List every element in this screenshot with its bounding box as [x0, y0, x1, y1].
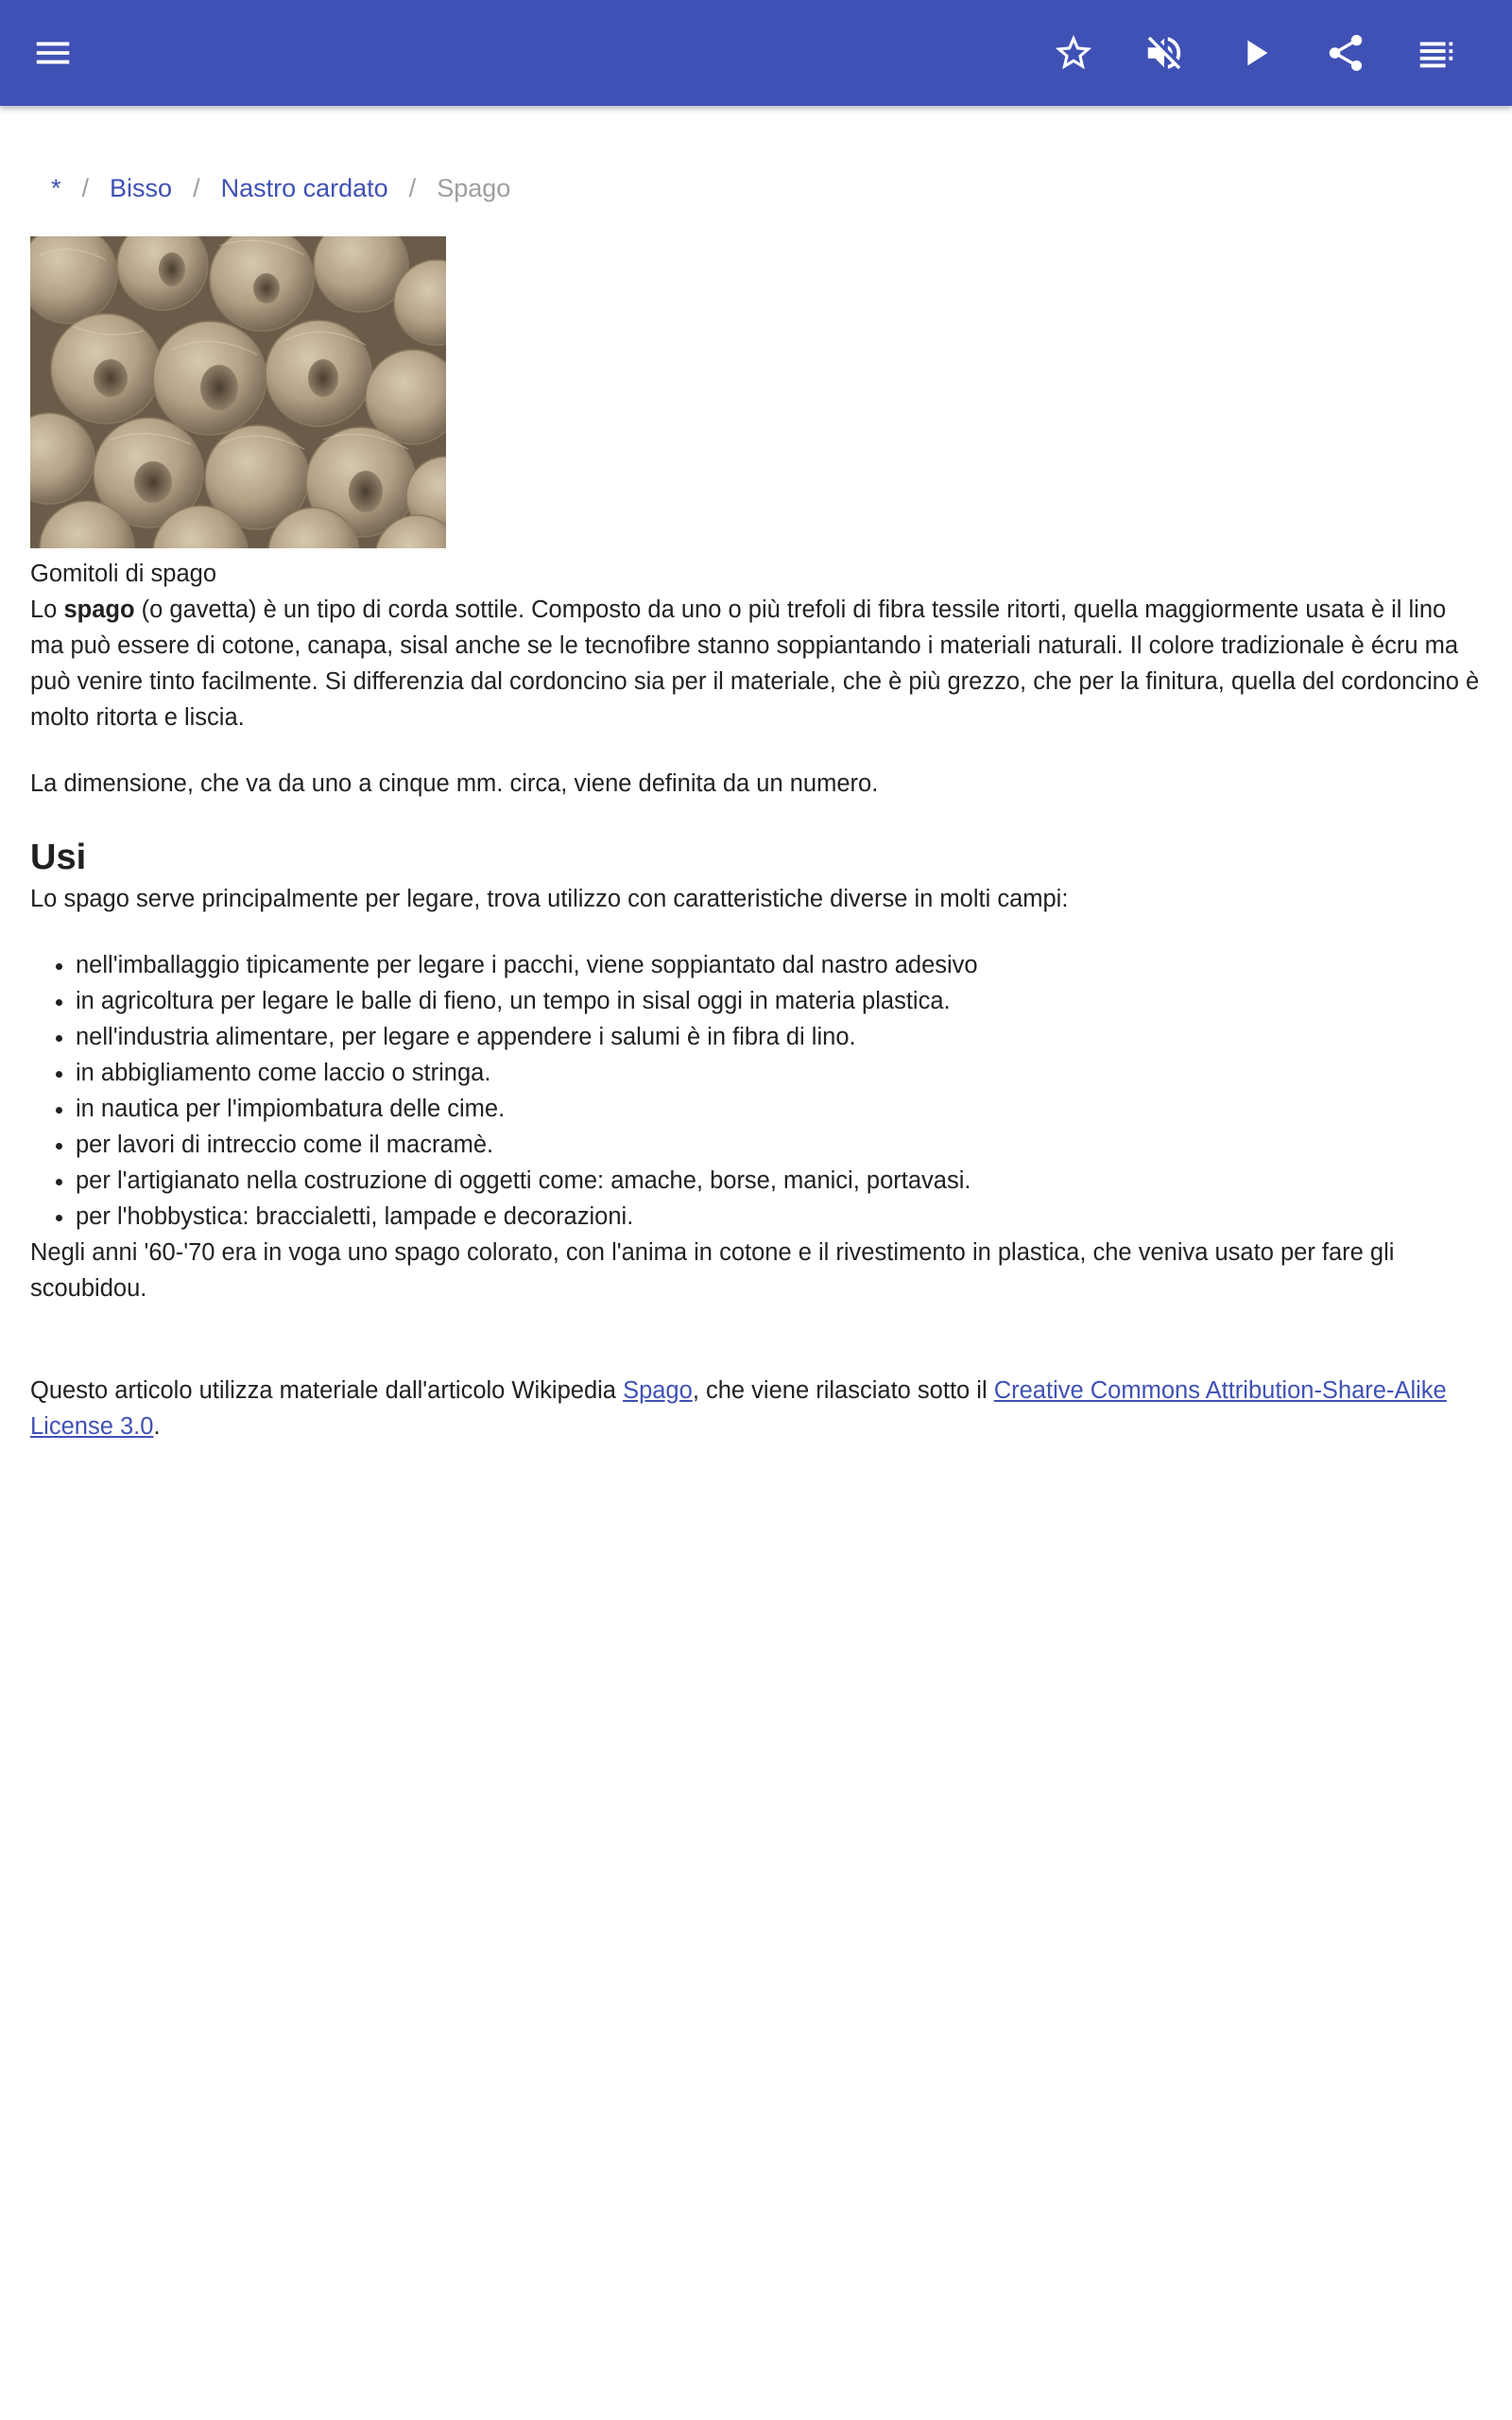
wikipedia-article-link[interactable]: Spago	[623, 1377, 693, 1404]
list-item: • in nautica per l'impiombatura delle cime.	[76, 1091, 1482, 1127]
attribution-paragraph	[30, 1373, 1482, 1444]
intro-bold-term: spago	[63, 596, 135, 623]
breadcrumb	[30, 168, 1482, 208]
bookmark-button[interactable]	[1043, 23, 1104, 83]
list-item: • per l'artigianato nella costruzione di oggetti come: amache, borse, manici, portavasi.	[76, 1163, 1482, 1199]
list-item: • per l'hobbystica: braccialetti, lampade e decorazioni.	[76, 1199, 1482, 1235]
breadcrumb-item-nastro-cardato[interactable]: Nastro cardato	[220, 174, 388, 202]
breadcrumb-current: Spago	[437, 174, 511, 202]
twine-balls-photo[interactable]	[30, 236, 446, 548]
hamburger-menu-icon	[31, 31, 75, 75]
play-icon	[1233, 31, 1277, 75]
section-heading-usi: Usi	[30, 838, 87, 877]
list-item: • per lavori di intreccio come il macramè.	[76, 1127, 1482, 1163]
uses-list	[30, 947, 1482, 1235]
play-button[interactable]	[1225, 23, 1285, 83]
attribution-suffix: .	[153, 1413, 161, 1440]
mute-button[interactable]	[1134, 23, 1194, 83]
star-outline-icon	[1052, 31, 1095, 75]
article-content	[30, 106, 1482, 1444]
intro-lead: Lo	[30, 596, 64, 623]
breadcrumb-item-root[interactable]: *	[51, 174, 61, 202]
intro-paragraph	[30, 592, 1482, 735]
share-icon	[1324, 31, 1367, 75]
app-bar	[0, 0, 1512, 106]
contents-button[interactable]	[1406, 23, 1467, 83]
breadcrumb-separator: /	[408, 174, 417, 202]
breadcrumb-separator: /	[193, 174, 200, 202]
attribution-middle: , che viene rilasciato sotto il	[692, 1377, 994, 1404]
list-item: • in abbigliamento come laccio o stringa.	[76, 1055, 1482, 1091]
intro-rest: (o gavetta) è un tipo di corda sottile. Composto da uno o più trefoli di fibra tessile ritorti, quella maggiormente usata è il lino ma può essere di cotone, canapa, sisal anche se le tecnofibre stanno soppiantando i materiali naturali. Il colore tradizionale è écru ma può venire tinto facilmente. Si differenzia dal cordoncino sia per il materiale, che è più grezzo, che per la finitura, quella del cordoncino è molto ritorta e liscia.	[30, 596, 1480, 731]
list-item: • in agricoltura per legare le balle di fieno, un tempo in sisal oggi in materia plastica.	[76, 983, 1482, 1019]
closing-paragraph: Negli anni '60-'70 era in voga uno spago colorato, con l'anima in cotone e il rivestimento in plastica, che veniva usato per fare gli scoubidou.	[30, 1239, 1395, 1302]
breadcrumb-item-bisso[interactable]: Bisso	[110, 174, 173, 202]
list-item: • nell'imballaggio tipicamente per legare i pacchi, viene soppiantato dal nastro adesivo	[76, 947, 1482, 983]
menu-button[interactable]	[23, 23, 83, 83]
license-link[interactable]: Creative Commons Attribution-Share-Alike License 3.0	[30, 1377, 1447, 1440]
list-item: • nell'industria alimentare, per legare e appendere i salumi è in fibra di lino.	[76, 1019, 1482, 1055]
attribution-prefix: Questo articolo utilizza materiale dall'articolo Wikipedia	[30, 1377, 624, 1404]
dimension-paragraph: La dimensione, che va da uno a cinque mm. circa, viene definita da un numero.	[30, 770, 879, 797]
breadcrumb-separator: /	[81, 174, 90, 202]
share-button[interactable]	[1315, 23, 1376, 83]
figure-caption: Gomitoli di spago	[30, 561, 217, 587]
section-intro: Lo spago serve principalmente per legare, trova utilizzo con caratteristiche diverse in molti campi:	[30, 886, 1069, 912]
playlist-icon	[1415, 31, 1458, 75]
volume-off-icon	[1143, 31, 1186, 75]
